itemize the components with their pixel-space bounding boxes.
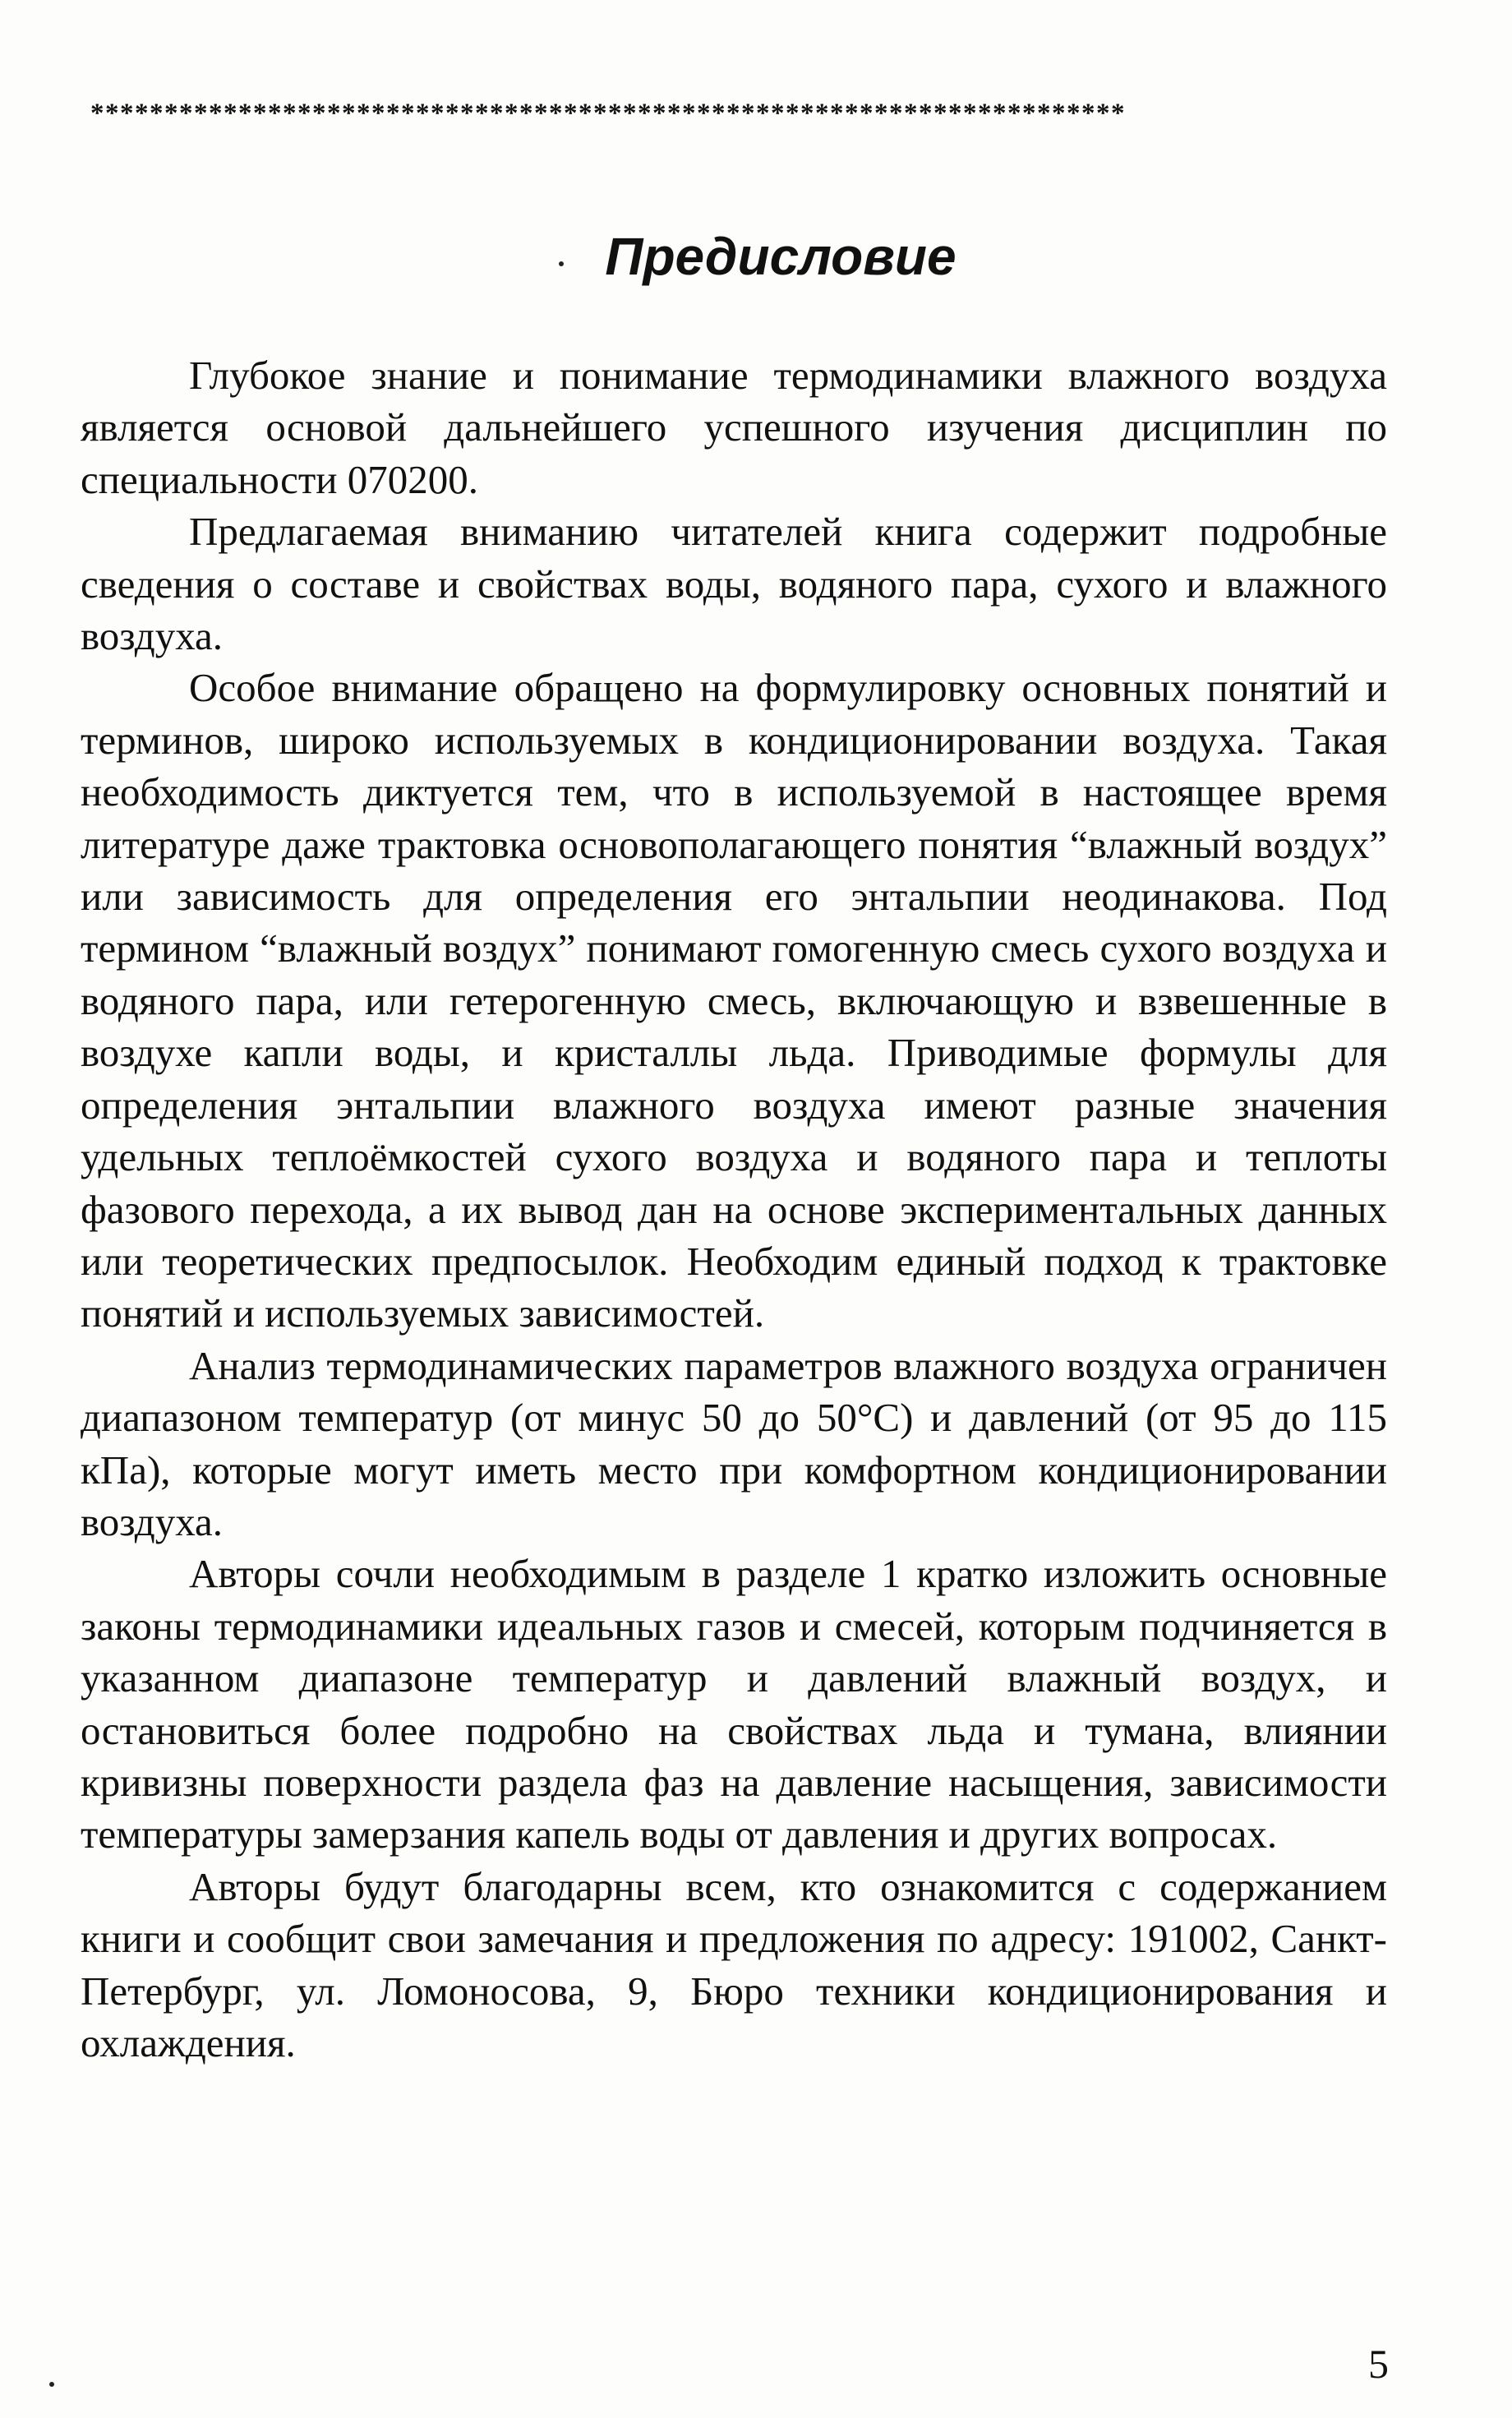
stray-dot [559, 261, 564, 266]
paragraph-4: Анализ термодинамических параметров влажного воздуха ограничен диапазоном температур (от минус 50 до 50°С) и давлений (от 95 до 115 кПа), которые могут иметь место при комфортном кондиционировании воздуха. [81, 1342, 1387, 1544]
paragraph-1: Глубокое знание и понимание термодинамики влажного воздуха является основой дальнейшего успешного изучения дисциплин по специальности 070200. [81, 353, 1387, 502]
header-separator: ********************************************************************** [90, 99, 1126, 128]
paragraph-5: Авторы сочли необходимым в разделе 1 кратко изложить основные законы термодинамики идеальных газов и смесей, которым подчиняется в указанном диапазоне температур и давлений влажный воздух, и остановиться более подробно на свойствах льда и тумана, влиянии кривизны поверхности раздела фаз на давление насыщения, зависимости температуры замерзания капель воды от давления и других вопросах. [81, 1551, 1387, 1857]
paragraph-6: Авторы будут благодарны всем, кто ознакомится с содержанием книги и сообщит свои замечания и предложения по адресу: 191002, Санкт-Петербург, ул. Ломоносова, 9, Бюро техники кондиционирования и охлаждения. [81, 1863, 1387, 2065]
page-number: 5 [1368, 2341, 1389, 2387]
paragraph-3: Особое внимание обращено на формулировку основных понятий и терминов, широко используемых в кондиционировании воздуха. Такая необходимость диктуется тем, что в используемой в настоящее время литературе даже трактовка основополагающего понятия “влажный воздух” или зависимость для определения его энтальпии неодинакова. Под термином “влажный воздух” понимают гомогенную смесь сухого воздуха и водяного пара, или гетерогенную смесь, включающую и взвешенные в воздухе капли воды, и кристаллы льда. Приводимые формулы для определения энтальпии влажного воздуха имеют разные значения удельных теплоёмкостей сухого воздуха и водяного пара и теплоты фазового перехода, а их вывод дан на основе экспериментальных данных или теоретических предпосылок. Необходим единый подход к трактовке понятий и используемых зависимостей. [81, 665, 1387, 1336]
stray-dot [49, 2382, 54, 2387]
preface-body [81, 349, 1387, 2069]
paragraph-2: Предлагаемая вниманию читателей книга содержит подробные сведения о составе и свойствах воды, водяного пара, сухого и влажного воздуха. [81, 509, 1387, 659]
page-title: Предисловие [605, 227, 957, 286]
